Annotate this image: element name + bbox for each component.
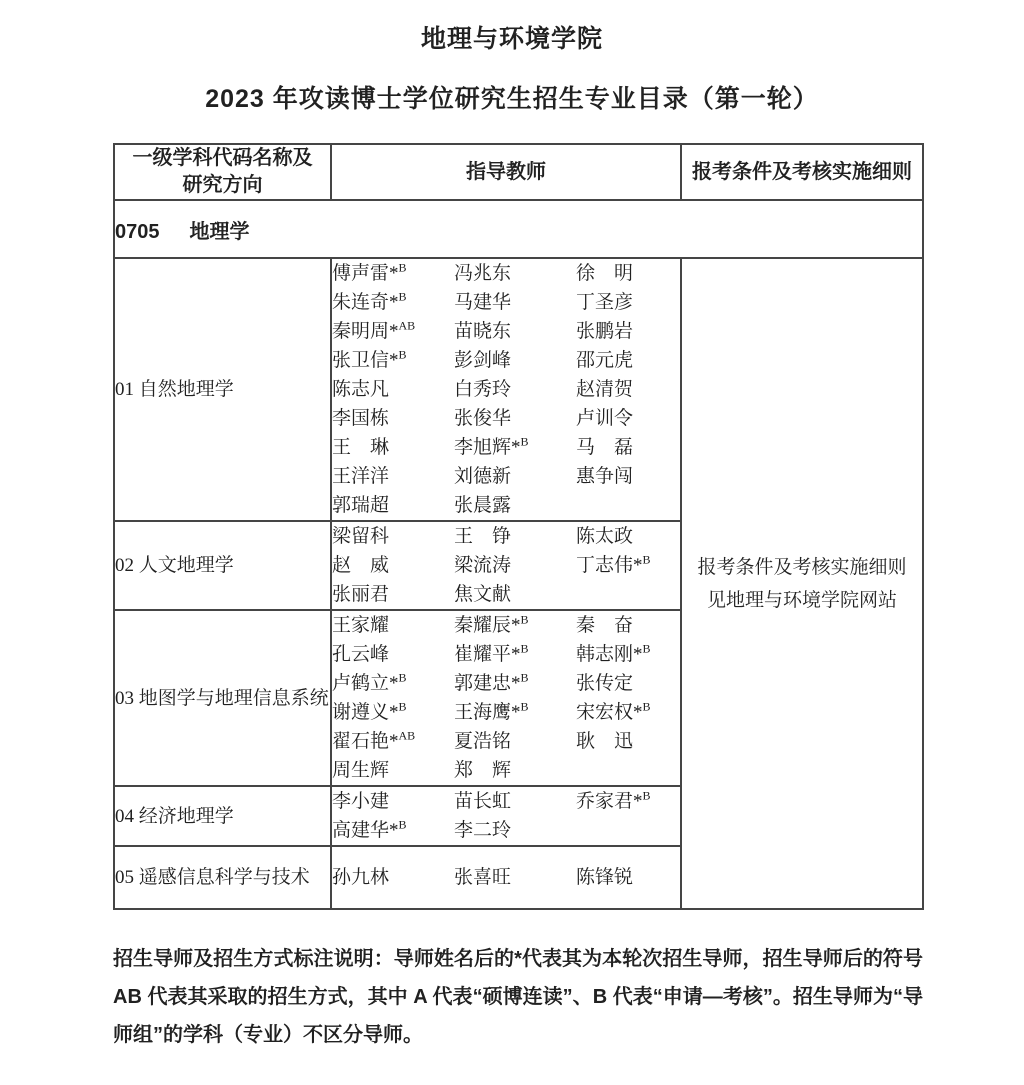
advisor-name: 李国栋 xyxy=(332,408,390,429)
recruit-mode-marker: B xyxy=(398,817,407,832)
advisor-name: 崔耀平*$^B$ xyxy=(454,641,529,665)
column-header-requirements: 报考条件及考核实施细则 xyxy=(681,144,923,200)
direction-label: 02 人文地理学 xyxy=(114,521,331,610)
advisor-name: 马建华 xyxy=(454,292,512,313)
recruit-mode-marker: B xyxy=(642,699,651,714)
advisors-cell xyxy=(331,610,681,786)
advisor-name: 李小建 xyxy=(332,791,390,812)
advisor-line xyxy=(332,580,680,609)
advisor-name: 高建华*$^B$ xyxy=(332,817,407,841)
column-header-advisors: 指导教师 xyxy=(331,144,681,200)
column-header-discipline-line1: 一级学科代码名称及 xyxy=(132,147,313,169)
column-header-discipline xyxy=(114,144,331,200)
advisor-name: 朱连奇*$^B$ xyxy=(332,289,407,313)
advisor-line xyxy=(332,640,680,669)
advisor-name: 焦文献 xyxy=(454,584,512,605)
direction-label: 03 地图学与地理信息系统 xyxy=(114,610,331,786)
recruit-mode-marker: AB xyxy=(398,728,416,743)
advisor-name: 谢遵义*$^B$ xyxy=(332,699,407,723)
advisor-name: 张俊华 xyxy=(454,408,512,429)
advisor-name: 王海鹰*$^B$ xyxy=(454,699,529,723)
footnote: 招生导师及招生方式标注说明：导师姓名后的*代表其为本轮次招生导师，招生导师后的符号 AB 代表其采取的招生方式，其中 A 代表“硕博连读”、B 代表“申请—考核”。招生导师为“导师组”的学科（专业）不区分导师。 xyxy=(113,948,923,1046)
advisor-name: 刘德新 xyxy=(454,466,512,487)
recruit-mode-marker: B xyxy=(520,670,529,685)
direction-label: 05 遥感信息科学与技术 xyxy=(114,846,331,909)
advisor-name: 秦明周*$^{AB}$ xyxy=(332,318,416,342)
requirements-note-line: 见地理与环境学院网站 xyxy=(706,589,897,611)
recruit-mode-marker: B xyxy=(642,552,651,567)
advisors-cell xyxy=(331,786,681,846)
advisor-line xyxy=(332,863,680,892)
advisor-name: 郭建忠*$^B$ xyxy=(454,670,529,694)
advisor-line xyxy=(332,551,680,580)
advisor-line xyxy=(332,787,680,816)
recruit-mode-marker: B xyxy=(398,289,407,304)
advisor-name: 郑 辉 xyxy=(454,760,512,781)
advisors-cell xyxy=(331,846,681,909)
advisor-name: 苗晓东 xyxy=(454,321,512,342)
advisor-name: 张喜旺 xyxy=(454,867,512,888)
admissions-catalog-table xyxy=(113,143,924,910)
discipline-cell xyxy=(114,200,923,258)
table-header-row xyxy=(114,144,923,200)
recruit-mode-marker: B xyxy=(398,699,407,714)
advisor-line xyxy=(332,404,680,433)
advisor-line xyxy=(332,433,680,462)
advisor-name: 宋宏权*$^B$ xyxy=(576,699,651,723)
advisor-name: 王 琳 xyxy=(332,437,390,458)
advisor-name: 苗长虹 xyxy=(454,791,512,812)
advisor-line xyxy=(332,669,680,698)
direction-row xyxy=(114,258,923,521)
advisor-name: 徐 明 xyxy=(576,263,634,284)
advisor-name: 王家耀 xyxy=(332,615,390,636)
recruit-mode-marker: B xyxy=(642,641,651,656)
recruit-mode-marker: B xyxy=(520,641,529,656)
advisor-name: 乔家君*$^B$ xyxy=(576,788,651,812)
advisor-name: 王 铮 xyxy=(454,526,512,547)
discipline-code: 0705 xyxy=(115,220,160,243)
advisor-name: 张卫信*$^B$ xyxy=(332,347,407,371)
advisor-name: 孔云峰 xyxy=(332,644,390,665)
advisor-name: 梁留科 xyxy=(332,526,390,547)
page-subtitle: 2023 年攻读博士学位研究生招生专业目录（第一轮） xyxy=(205,85,819,113)
advisor-line xyxy=(332,727,680,756)
advisors-cell xyxy=(331,521,681,610)
advisor-line xyxy=(332,611,680,640)
advisor-name: 卢鹤立*$^B$ xyxy=(332,670,407,694)
advisor-line xyxy=(332,259,680,288)
advisor-name: 陈志凡 xyxy=(332,379,390,400)
requirements-note-line: 报考条件及考核实施细则 xyxy=(697,556,907,578)
advisor-name: 翟石艳*$^{AB}$ xyxy=(332,728,416,752)
advisor-name: 马 磊 xyxy=(576,437,634,458)
advisor-name: 冯兆东 xyxy=(454,263,512,284)
advisor-name: 陈锋锐 xyxy=(576,867,634,888)
recruit-mode-marker: B xyxy=(398,347,407,362)
advisor-name: 彭剑峰 xyxy=(454,350,512,371)
advisor-name: 郭瑞超 xyxy=(332,495,390,516)
advisors-cell xyxy=(331,258,681,521)
discipline-row xyxy=(114,200,923,258)
advisor-name: 梁流涛 xyxy=(454,555,512,576)
advisor-name: 孙九林 xyxy=(332,867,390,888)
advisor-line xyxy=(332,491,680,520)
advisor-line xyxy=(332,698,680,727)
advisor-name: 韩志刚*$^B$ xyxy=(576,641,651,665)
advisor-line xyxy=(332,317,680,346)
advisor-name: 惠争闯 xyxy=(576,466,634,487)
page-title: 地理与环境学院 xyxy=(420,25,603,53)
advisor-name: 李旭辉*$^B$ xyxy=(454,434,529,458)
advisor-line xyxy=(332,522,680,551)
advisor-name: 秦耀辰*$^B$ xyxy=(454,612,529,636)
advisor-line xyxy=(332,462,680,491)
recruit-mode-marker: B xyxy=(642,788,651,803)
advisor-name: 秦 奋 xyxy=(576,615,634,636)
advisor-name: 赵 威 xyxy=(332,555,390,576)
advisor-name: 邵元虎 xyxy=(576,350,634,371)
advisor-name: 张晨露 xyxy=(454,495,512,516)
advisor-name: 耿 迅 xyxy=(576,731,634,752)
recruit-mode-marker: AB xyxy=(398,318,416,333)
recruit-mode-marker: B xyxy=(520,699,529,714)
advisor-name: 赵清贺 xyxy=(576,379,634,400)
requirements-note-cell xyxy=(681,258,923,909)
advisor-name: 张鹏岩 xyxy=(576,321,634,342)
recruit-mode-marker: B xyxy=(398,670,407,685)
advisor-name: 卢训令 xyxy=(576,408,634,429)
advisor-name: 夏浩铭 xyxy=(454,731,512,752)
recruit-mode-marker: B xyxy=(398,260,407,275)
recruit-mode-marker: B xyxy=(520,612,529,627)
advisor-line xyxy=(332,288,680,317)
advisor-line xyxy=(332,375,680,404)
advisor-name: 丁圣彦 xyxy=(576,292,634,313)
advisor-name: 周生辉 xyxy=(332,760,390,781)
direction-label: 01 自然地理学 xyxy=(114,258,331,521)
advisor-name: 张丽君 xyxy=(332,584,390,605)
advisor-name: 李二玲 xyxy=(454,820,512,841)
advisor-name: 陈太政 xyxy=(576,526,634,547)
column-header-discipline-line2: 研究方向 xyxy=(182,174,263,196)
advisor-name: 张传定 xyxy=(576,673,634,694)
direction-label: 04 经济地理学 xyxy=(114,786,331,846)
advisor-line xyxy=(332,816,680,845)
advisor-line xyxy=(332,346,680,375)
recruit-mode-marker: B xyxy=(520,434,529,449)
advisor-name: 白秀玲 xyxy=(454,379,512,400)
advisor-line xyxy=(332,756,680,785)
advisor-name: 丁志伟*$^B$ xyxy=(576,552,651,576)
advisor-name: 王洋洋 xyxy=(332,466,390,487)
advisor-name: 傅声雷*$^B$ xyxy=(332,260,407,284)
discipline-name: 地理学 xyxy=(189,220,250,243)
